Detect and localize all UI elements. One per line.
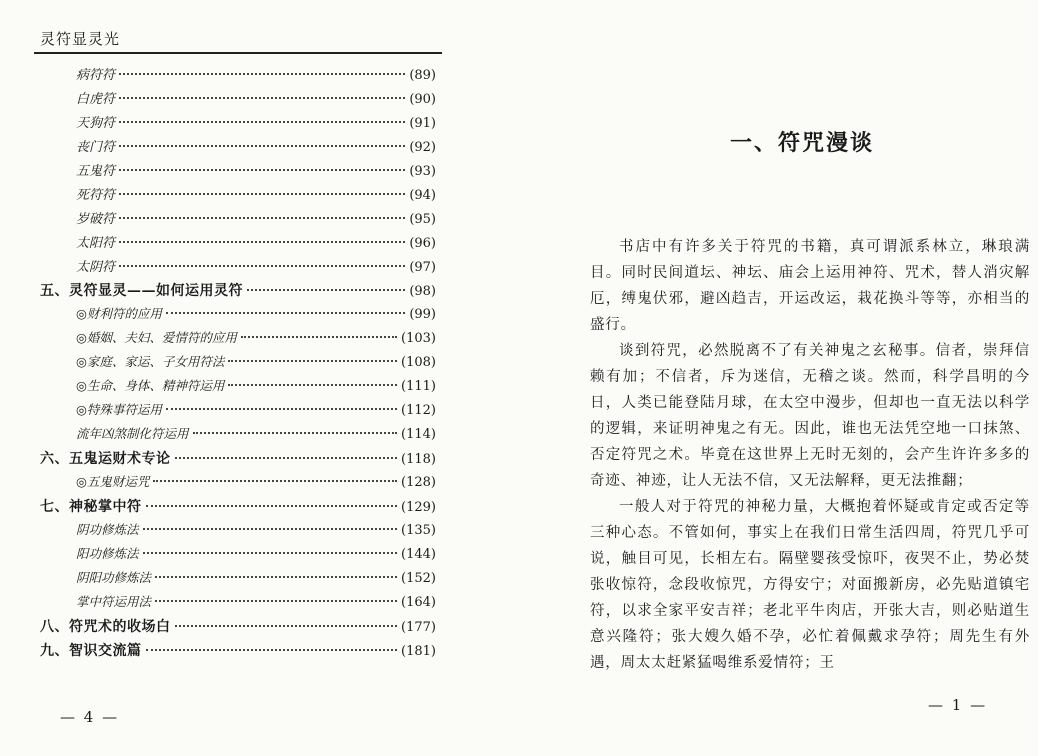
chapter-title: 一、符咒漫谈: [730, 130, 875, 156]
toc-entry: [40, 520, 436, 542]
toc-entry-page: (93): [409, 164, 436, 179]
toc-entry-label: 岁破符: [76, 212, 116, 227]
toc-entry-label: ◎五鬼财运咒: [76, 474, 150, 489]
paragraph: 谈到符咒，必然脱离不了有关神鬼之玄秘事。信者，崇拜信赖有加；不信者，斥为迷信，无稽之谈。然而，科学昌明的今日，人类已能登陆月球，在太空中漫步，但却也一直无法以科学的逻辑，来证明神鬼之有无。因此，谁也无法凭空地一口抹煞、否定符咒之术。毕竟在这世界上无时无刻的，会产生许许多多的奇迹、神迹，让人无法不信，又无法解释，更无法推翻；: [590, 343, 1030, 489]
toc-entry-label: 病符符: [76, 68, 116, 83]
toc-leader-dots: [228, 360, 397, 362]
toc-entry: [40, 112, 436, 134]
toc-entry-label: 五、灵符显灵——如何运用灵符: [40, 283, 243, 299]
toc-entry: [40, 88, 436, 110]
left-page: [0, 0, 500, 756]
toc-entry-page: (111): [401, 379, 436, 394]
toc-entry: [40, 280, 436, 302]
toc-entry: [40, 64, 436, 86]
toc-entry-label: 阳功修炼法: [76, 546, 139, 561]
toc-entry-label: 阴阳功修炼法: [76, 570, 152, 585]
toc-leader-dots: [166, 408, 397, 410]
toc-entry-label: 太阴符: [76, 260, 116, 275]
toc-entry-label: 七、神秘掌中符: [40, 499, 142, 515]
toc-entry-page: (95): [409, 212, 436, 227]
toc-leader-dots: [175, 457, 398, 459]
toc-entry-label: ◎特殊事符运用: [76, 402, 162, 417]
toc-entry: [40, 208, 436, 230]
toc-leader-dots: [119, 193, 405, 195]
body-text: [590, 234, 1030, 676]
toc-entry-page: (98): [409, 284, 436, 299]
toc-leader-dots: [155, 600, 397, 602]
toc-entry-label: 丧门符: [76, 140, 116, 155]
toc-entry-label: 掌中符运用法: [76, 594, 152, 609]
header-rule: [34, 52, 442, 54]
paragraph: 一般人对于符咒的神秘力量，大概抱着怀疑或肯定或否定等三种心态。不管如何，事实上在我们日常生活四周，符咒几乎可说，触目可见，长相左右。隔壁婴孩受惊吓，夜哭不止，势必焚张收惊符，念段收惊咒，方得安宁；对面搬新房，必先贴道镇宅符，以求全家平安吉祥；老北平牛肉店，开张大吉，则必贴道生意兴隆符；张大嫂久婚不孕，必忙着佩戴求孕符；周先生有外遇，周太太赶紧猛喝维系爱情符；王: [590, 499, 1030, 671]
toc-entry-label: 九、智识交流篇: [40, 643, 142, 659]
toc-entry-page: (96): [409, 236, 436, 251]
toc-entry: [40, 472, 436, 494]
running-header: 灵符显灵光: [40, 30, 121, 48]
toc-leader-dots: [119, 121, 405, 123]
page-number: — 1 —: [928, 696, 988, 714]
toc-entry-page: (91): [409, 116, 436, 131]
toc-leader-dots: [119, 265, 405, 267]
toc-entry: [40, 424, 436, 446]
toc-leader-dots: [119, 217, 405, 219]
toc-leader-dots: [153, 480, 397, 482]
toc-entry: [40, 184, 436, 206]
toc-leader-dots: [119, 169, 405, 171]
toc-entry-label: 阴功修炼法: [76, 522, 139, 537]
toc-entry-page: (103): [401, 331, 436, 346]
toc-entry: [40, 352, 436, 374]
toc-entry: [40, 328, 436, 350]
page-number: — 4 —: [60, 708, 120, 726]
toc-entry: [40, 232, 436, 254]
toc-entry-label: ◎婚姻、夫妇、爱情符的应用: [76, 330, 237, 345]
toc-leader-dots: [119, 97, 405, 99]
toc-entry-page: (128): [401, 475, 436, 490]
toc-entry-page: (152): [401, 571, 436, 586]
toc-leader-dots: [228, 384, 397, 386]
toc-entry-label: 太阳符: [76, 236, 116, 251]
toc-leader-dots: [146, 649, 398, 651]
toc-entry-label: 六、五鬼运财术专论: [40, 451, 171, 467]
toc-leader-dots: [143, 528, 398, 530]
toc-entry-label: 八、符咒术的收场白: [40, 619, 171, 635]
toc-entry: [40, 448, 436, 470]
toc-entry: [40, 304, 436, 326]
toc-entry: [40, 400, 436, 422]
toc-leader-dots: [146, 505, 398, 507]
toc-entry-page: (129): [401, 500, 436, 515]
toc-leader-dots: [143, 552, 398, 554]
toc-entry: [40, 640, 436, 662]
toc-entry: [40, 256, 436, 278]
toc-entry-page: (177): [401, 620, 436, 635]
toc-entry-page: (181): [401, 644, 436, 659]
toc-entry-page: (118): [401, 452, 436, 467]
toc-entry-page: (164): [401, 595, 436, 610]
toc-entry-label: 流年凶煞制化符运用: [76, 426, 189, 441]
toc-entry-page: (108): [401, 355, 436, 370]
toc-leader-dots: [119, 73, 405, 75]
toc-entry-page: (99): [409, 307, 436, 322]
toc-entry-page: (89): [409, 68, 436, 83]
toc-entry-page: (97): [409, 260, 436, 275]
toc-entry-label: 死符符: [76, 188, 116, 203]
toc-entry: [40, 496, 436, 518]
toc-entry: [40, 376, 436, 398]
toc-entry-label: ◎财利符的应用: [76, 306, 162, 321]
toc-entry: [40, 160, 436, 182]
toc-entry-page: (90): [409, 92, 436, 107]
toc-entry-label: ◎生命、身体、精神符运用: [76, 378, 225, 393]
toc-entry-label: 五鬼符: [76, 164, 116, 179]
toc-entry: [40, 592, 436, 614]
toc-entry-page: (94): [409, 188, 436, 203]
toc-entry-page: (114): [401, 427, 436, 442]
toc-leader-dots: [119, 241, 405, 243]
toc-entry-label: ◎家庭、家运、子女用符法: [76, 354, 225, 369]
toc-entry: [40, 568, 436, 590]
toc-leader-dots: [166, 312, 405, 314]
toc-leader-dots: [247, 289, 405, 291]
toc-leader-dots: [175, 625, 398, 627]
toc-leader-dots: [193, 432, 398, 434]
paragraph: 书店中有许多关于符咒的书籍，真可谓派系林立，琳琅满目。同时民间道坛、神坛、庙会上运用神符、咒术，替人消灾解厄，缚鬼伏邪，避凶趋吉，开运改运，栽花换斗等等，亦相当的盛行。: [590, 239, 1030, 333]
toc-entry-label: 白虎符: [76, 92, 116, 107]
toc-entry-page: (135): [401, 523, 436, 538]
toc-entry-page: (112): [401, 403, 436, 418]
toc-entry-label: 天狗符: [76, 116, 116, 131]
right-page: [560, 0, 1038, 756]
toc-entry: [40, 136, 436, 158]
toc-leader-dots: [155, 576, 397, 578]
toc-leader-dots: [119, 145, 405, 147]
toc-leader-dots: [241, 336, 397, 338]
toc-entry-page: (92): [409, 140, 436, 155]
toc-entry-page: (144): [401, 547, 436, 562]
toc-entry: [40, 544, 436, 566]
toc-entry: [40, 616, 436, 638]
